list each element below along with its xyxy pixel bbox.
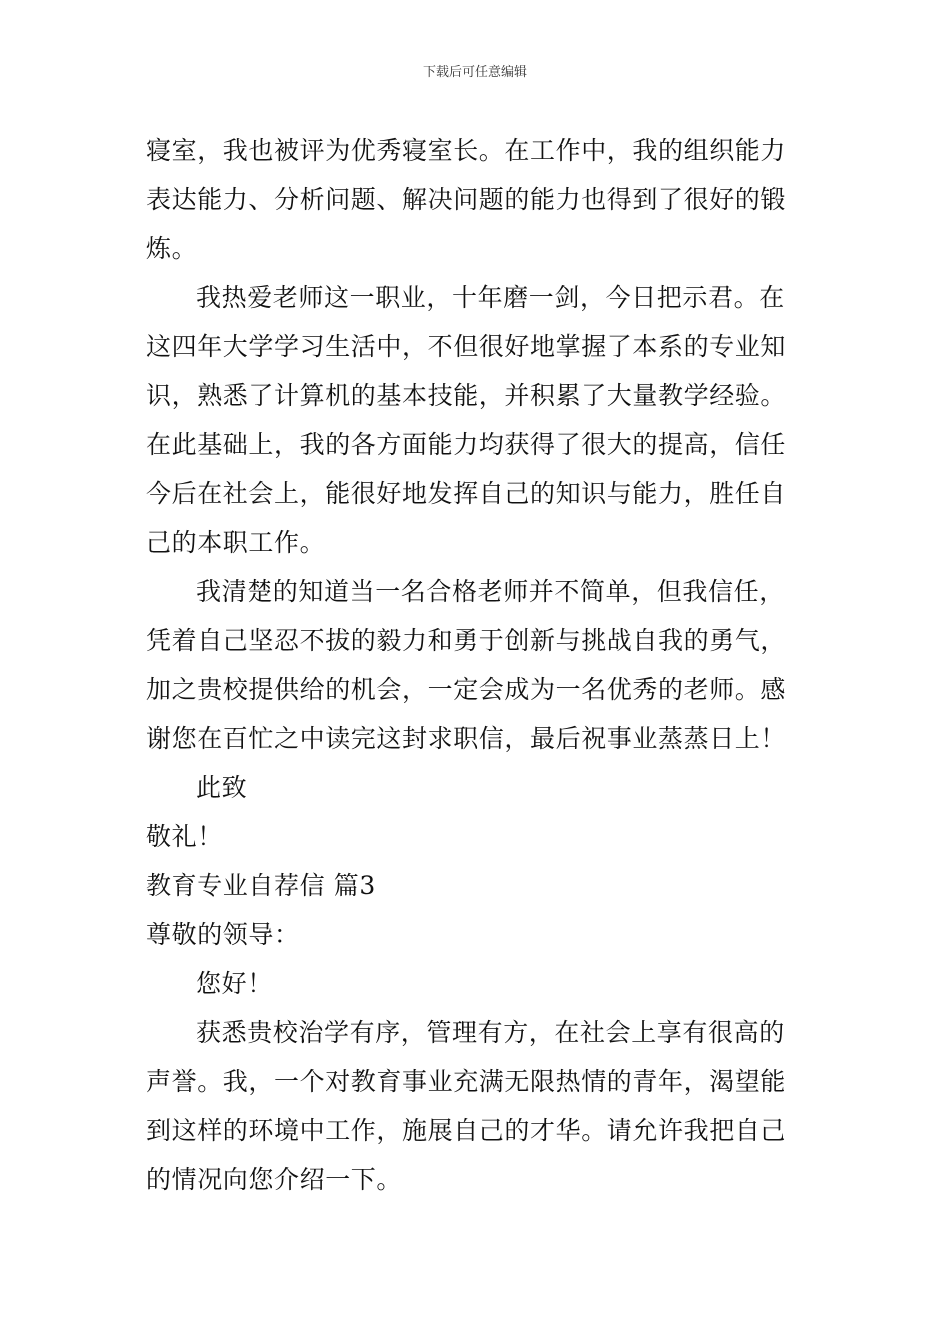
- text-line: 凭着自己坚忍不拔的毅力和勇于创新与挑战自我的勇气，: [146, 626, 787, 655]
- text-line: 的情况向您介绍一下。: [146, 1165, 403, 1194]
- page-header: 下载后可任意编辑: [422, 65, 527, 80]
- text-line: 到这样的环境中工作，施展自己的才华。请允许我把自己: [146, 1116, 787, 1145]
- greeting: 您好！: [196, 969, 273, 998]
- text-line: 识，熟悉了计算机的基本技能，并积累了大量教学经验。: [146, 381, 787, 410]
- section-title: 教育专业自荐信 篇3: [146, 871, 376, 900]
- greeting-recipient: 尊敬的领导：: [146, 920, 300, 949]
- closing-regards: 敬礼！: [146, 822, 223, 851]
- text-line: 寝室，我也被评为优秀寝室长。在工作中，我的组织能力: [146, 136, 787, 165]
- text-line: 这四年大学学习生活中，不但很好地掌握了本系的专业知: [146, 332, 787, 361]
- text-line: 加之贵校提供给的机会，一定会成为一名优秀的老师。感: [146, 675, 787, 704]
- text-line: 表达能力、分析问题、解决问题的能力也得到了很好的锻: [146, 185, 787, 214]
- text-line: 炼。: [146, 234, 198, 263]
- text-line: 谢您在百忙之中读完这封求职信，最后祝事业蒸蒸日上！: [146, 724, 787, 753]
- text-line: 今后在社会上，能很好地发挥自己的知识与能力，胜任自: [146, 479, 787, 508]
- document-body: [146, 126, 808, 1204]
- text-line: 获悉贵校治学有序，管理有方，在社会上享有很高的: [196, 1018, 785, 1047]
- text-line: 己的本职工作。: [146, 528, 326, 557]
- text-line: 在此基础上，我的各方面能力均获得了很大的提高，信任: [146, 430, 787, 459]
- text-line: 我热爱老师这一职业，十年磨一剑，今日把示君。在: [196, 283, 785, 312]
- text-line: 声誉。我，一个对教育事业充满无限热情的青年，渴望能: [146, 1067, 787, 1096]
- text-line: 我清楚的知道当一名合格老师并不简单，但我信任，: [196, 577, 785, 606]
- closing-salutation: 此致: [196, 773, 248, 802]
